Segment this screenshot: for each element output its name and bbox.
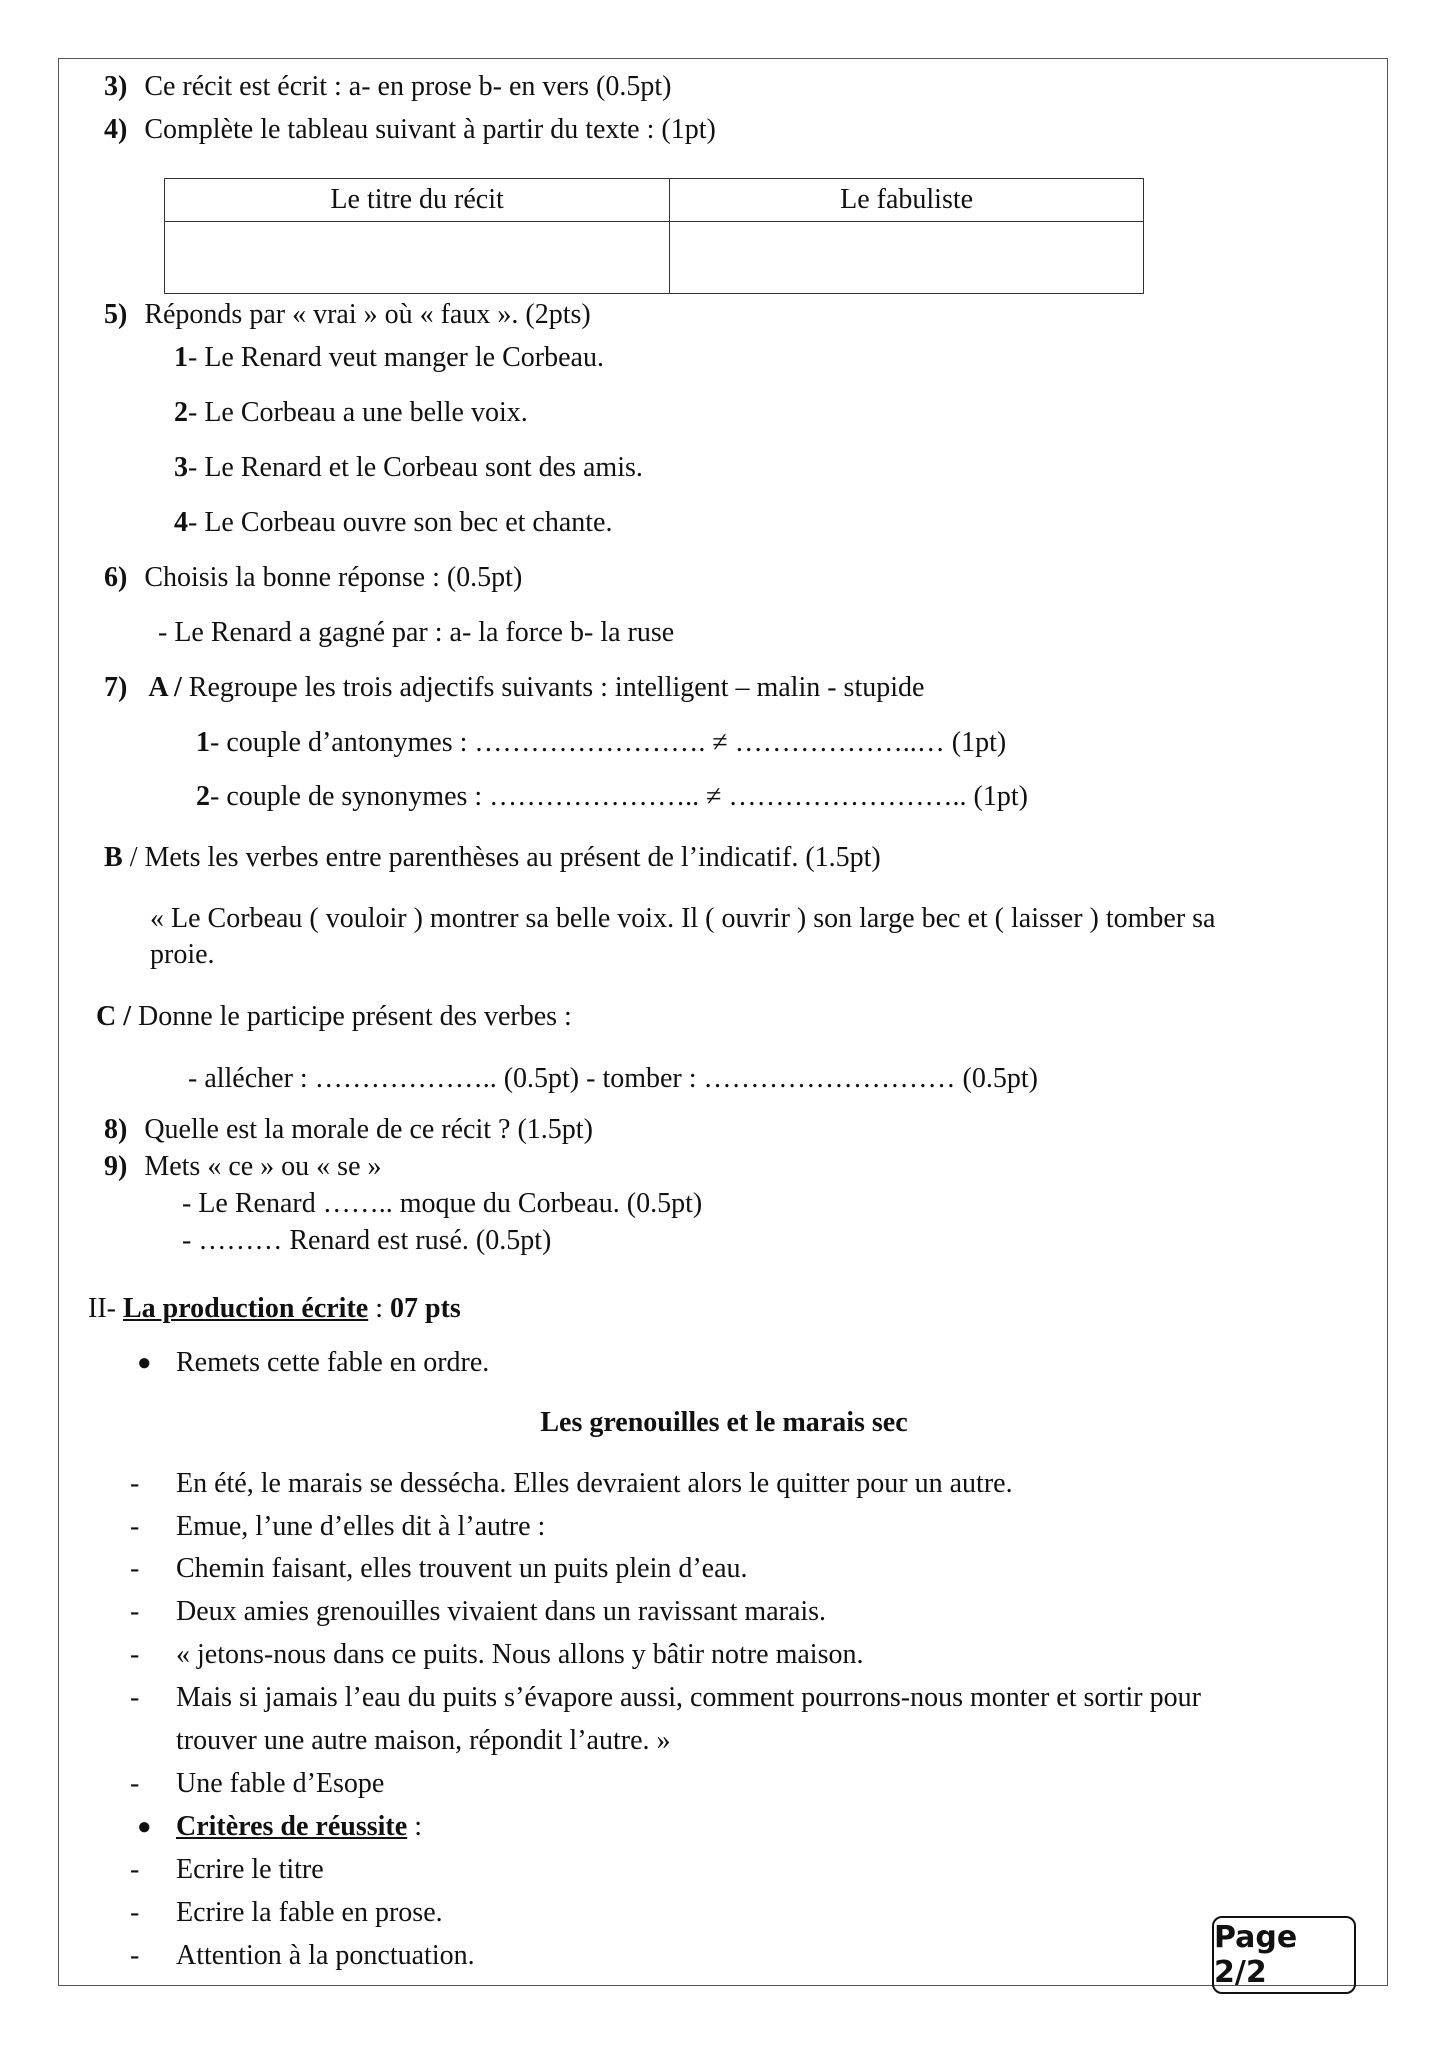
part-label: B	[104, 842, 123, 873]
section-separator: :	[368, 1293, 390, 1324]
question-3	[104, 70, 671, 104]
question-text: Complète le tableau suivant à partir du texte : (1pt)	[144, 114, 716, 145]
criteria-separator: :	[407, 1811, 422, 1842]
dash-icon: -	[130, 1553, 140, 1584]
dash-icon: -	[130, 1639, 140, 1670]
item-text: - Le Renard veut manger le Corbeau.	[188, 342, 604, 373]
table-header-title: Le titre du récit	[165, 179, 670, 222]
criteria-item: Ecrire le titre	[176, 1854, 324, 1885]
dash-icon: -	[130, 1768, 140, 1799]
dash-icon: -	[130, 1940, 140, 1971]
fable-line: En été, le marais se dessécha. Elles devraient alors le quitter pour un autre.	[176, 1468, 1013, 1499]
question-text: Quelle est la morale de ce récit ? (1.5pt)	[144, 1114, 593, 1145]
quote-line: « Le Corbeau ( vouloir ) montrer sa belle voix. Il ( ouvrir ) son large bec et ( laisser ) tomber sa	[150, 903, 1216, 934]
item-number: 2	[174, 397, 188, 428]
fable-line: Deux amies grenouilles vivaient dans un ravissant marais.	[176, 1596, 827, 1627]
question-number: 8)	[104, 1114, 128, 1145]
fable-line: Chemin faisant, elles trouvent un puits plein d’eau.	[176, 1553, 748, 1584]
section-heading	[88, 1292, 461, 1326]
question-7-part-c-line: - allécher : ……………….. (0.5pt) - tomber : ……………………… (0.5pt)	[188, 1063, 1038, 1094]
list-item	[174, 506, 612, 540]
dash-icon: -	[130, 1468, 140, 1499]
fable-line: « jetons-nous dans ce puits. Nous allons y bâtir notre maison.	[176, 1639, 864, 1670]
item-number: 1	[196, 727, 210, 758]
dash-icon: -	[130, 1854, 140, 1885]
question-7-part-c	[96, 1000, 572, 1034]
dash-icon: -	[130, 1897, 140, 1928]
question-text: Mets « ce » ou « se »	[144, 1151, 382, 1182]
item-text: - couple de synonymes : ………………….. ≠ …………………….. (1pt)	[210, 781, 1028, 812]
question-text: Donne le participe présent des verbes :	[131, 1001, 572, 1032]
list-item	[174, 451, 643, 485]
fable-line: trouver une autre maison, répondit l’autre. »	[176, 1725, 671, 1756]
item-text: - couple d’antonymes : ……………………. ≠ ………………..… (1pt)	[210, 727, 1007, 758]
question-number: 6)	[104, 562, 128, 593]
part-label: A /	[148, 672, 182, 703]
bullet-icon: ●	[137, 1814, 152, 1840]
list-item	[196, 780, 1028, 814]
instruction: Remets cette fable en ordre.	[176, 1347, 490, 1378]
criteria-item: Ecrire la fable en prose.	[176, 1897, 443, 1928]
item-number: 2	[196, 781, 210, 812]
criteria-title: Critères de réussite	[176, 1811, 408, 1842]
question-number: 9)	[104, 1151, 128, 1182]
question-9-line: - Le Renard …….. moque du Corbeau. (0.5pt)	[182, 1188, 703, 1219]
question-text: Regroupe les trois adjectifs suivants : intelligent – malin - stupide	[181, 672, 925, 703]
section-title: La production écrite	[122, 1293, 369, 1324]
list-item	[174, 396, 528, 430]
dash-icon: -	[130, 1682, 140, 1713]
criteria-item: Attention à la ponctuation.	[176, 1940, 475, 1971]
list-item	[196, 726, 1006, 760]
page-number-badge: Page 2/2	[1212, 1916, 1356, 1994]
question-number: 5)	[104, 299, 128, 330]
question-9	[104, 1150, 382, 1184]
item-text: - Le Renard et le Corbeau sont des amis.	[188, 452, 643, 483]
question-number: 3)	[104, 71, 128, 102]
dash-icon: -	[130, 1596, 140, 1627]
question-6	[104, 561, 522, 595]
criteria-heading	[176, 1810, 422, 1844]
fable-line: Une fable d’Esope	[176, 1768, 385, 1799]
answer-table	[164, 178, 1144, 294]
question-7	[104, 671, 924, 705]
question-number: 4)	[104, 114, 128, 145]
question-7-part-b	[104, 841, 881, 875]
question-number: 7)	[104, 672, 128, 703]
dash-icon: -	[130, 1511, 140, 1542]
item-text: - Le Corbeau a une belle voix.	[188, 397, 528, 428]
item-number: 3	[174, 452, 188, 483]
table-cell-fabulist[interactable]	[670, 222, 1144, 294]
table-cell-title[interactable]	[165, 222, 670, 294]
list-item	[174, 341, 604, 375]
table-header-fabulist: Le fabuliste	[670, 179, 1144, 222]
item-number: 1	[174, 342, 188, 373]
section-prefix: II-	[88, 1293, 123, 1324]
question-text: Ce récit est écrit : a- en prose b- en vers (0.5pt)	[144, 71, 672, 102]
bullet-icon: ●	[137, 1350, 152, 1376]
fable-title: Les grenouilles et le marais sec	[540, 1407, 908, 1438]
fable-line: Emue, l’une d’elles dit à l’autre :	[176, 1511, 546, 1542]
question-text: Choisis la bonne réponse : (0.5pt)	[144, 562, 523, 593]
question-text: Réponds par « vrai » où « faux ». (2pts)	[144, 299, 591, 330]
question-6-choices: - Le Renard a gagné par : a- la force b- la ruse	[158, 617, 675, 648]
item-text: - Le Corbeau ouvre son bec et chante.	[188, 507, 613, 538]
item-number: 4	[174, 507, 188, 538]
question-9-line: - ……… Renard est rusé. (0.5pt)	[182, 1225, 552, 1256]
part-label: C /	[96, 1001, 131, 1032]
section-points: 07 pts	[390, 1293, 461, 1324]
question-8	[104, 1113, 593, 1147]
quote-line: proie.	[150, 939, 215, 970]
question-4	[104, 113, 716, 147]
question-5	[104, 298, 591, 332]
fable-line: Mais si jamais l’eau du puits s’évapore aussi, comment pourrons-nous monter et sortir pour	[176, 1682, 1201, 1713]
question-text: / Mets les verbes entre parenthèses au présent de l’indicatif. (1.5pt)	[122, 842, 881, 873]
